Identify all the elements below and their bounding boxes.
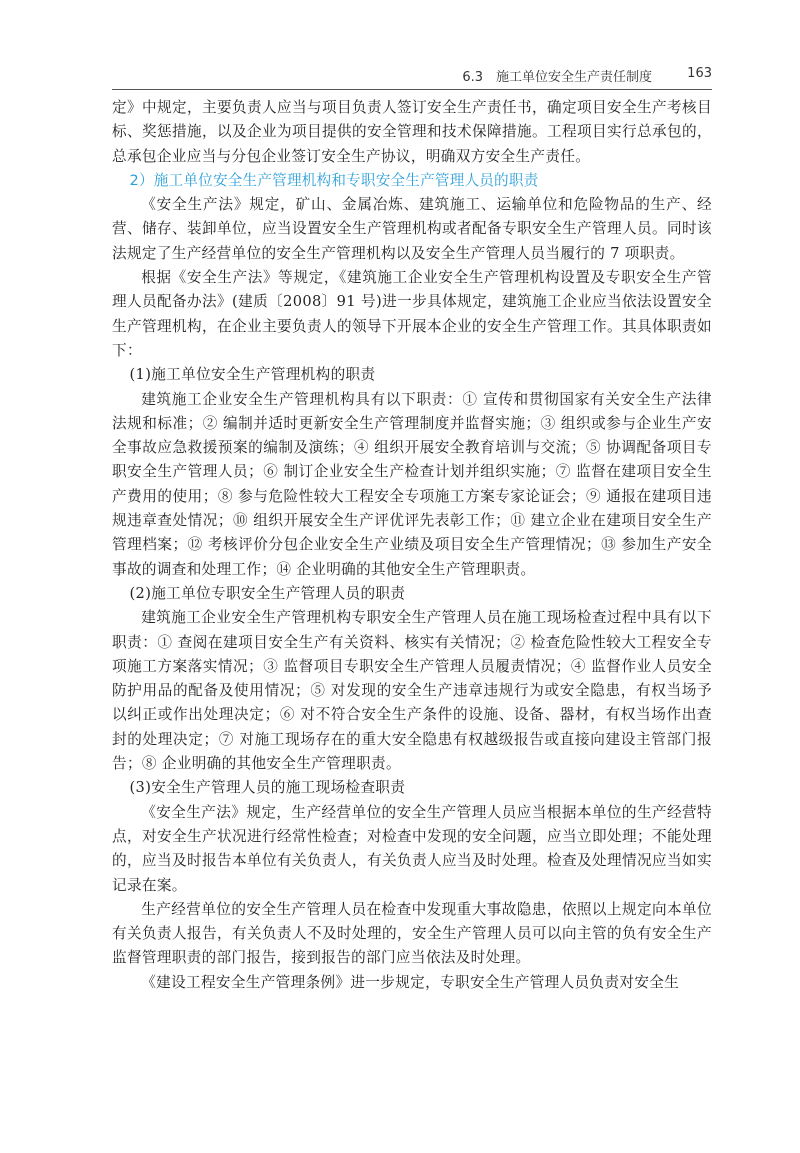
running-header: [112, 66, 712, 88]
header-rule: [112, 89, 712, 90]
subheading: (1)施工单位安全生产管理机构的职责: [129, 366, 376, 384]
paragraph: 根据《安全生产法》等规定，《建筑施工企业安全生产管理机构设置及专职安全生产管理人员配备办法》(建质〔2008〕91 号)进一步具体规定，建筑施工企业应当依法设置安全生产管理机构，在企业主要负责人的领导下开展本企业的安全生产管理工作。其具体职责如下：: [112, 269, 712, 359]
running-header-section-title: 6.3 施工单位安全生产责任制度: [462, 70, 652, 85]
paragraph: 建筑施工企业安全生产管理机构专职安全生产管理人员在施工现场检查过程中具有以下职责：① 查阅在建项目安全生产有关资料、核实有关情况；② 检查危险性较大工程安全专项施工方案落实情况；③ 监督项目专职安全生产管理人员履责情况；④ 监督作业人员安全防护用品的配备及使用情况；⑤ 对发现的安全生产违章违规行为或安全隐患，有权当场予以纠正或作出处理决定；⑥ 对不符合安全生产条件的设施、设备、器材，有权当场作出查封的处理决定；⑦ 对施工现场存在的重大安全隐患有权越级报告或直接向建设主管部门报告；⑧ 企业明确的其他安全生产管理职责。: [112, 609, 712, 773]
page-number: 163: [687, 66, 712, 81]
paragraph-continuation: 定》中规定，主要负责人应当与项目负责人签订安全生产责任书，确定项目安全生产考核目标、奖惩措施，以及企业为项目提供的安全管理和技术保障措施。工程项目实行总承包的，总承包企业应当与分包企业签订安全生产协议，明确双方安全生产责任。: [112, 99, 712, 165]
section-heading: 2）施工单位安全生产管理机构和专职安全生产管理人员的职责: [129, 171, 539, 189]
page-body: [112, 96, 712, 995]
paragraph: 《安全生产法》规定，生产经营单位的安全生产管理人员应当根据本单位的生产经营特点，对安全生产状况进行经常性检查；对检查中发现的安全问题，应当立即处理；不能处理的，应当及时报告本单位有关负责人，有关负责人应当及时处理。检查及处理情况应当如实记录在案。: [112, 803, 712, 894]
subheading: (3)安全生产管理人员的施工现场检查职责: [129, 779, 406, 797]
subheading: (2)施工单位专职安全生产管理人员的职责: [129, 584, 406, 602]
paragraph: 《建设工程安全生产管理条例》进一步规定，专职安全生产管理人员负责对安全生: [141, 973, 680, 991]
paragraph: 《安全生产法》规定，矿山、金属冶炼、建筑施工、运输单位和危险物品的生产、经营、储存、装卸单位，应当设置安全生产管理机构或者配备专职安全生产管理人员。同时该法规定了生产经营单位的安全生产管理机构以及安全生产管理人员当履行的 7 项职责。: [112, 196, 712, 262]
paragraph: 建筑施工企业安全生产管理机构具有以下职责：① 宣传和贯彻国家有关安全生产法律法规和标准；② 编制并适时更新安全生产管理制度并监督实施；③ 组织或参与企业生产安全事故应急救援预案的编制及演练；④ 组织开展安全教育培训与交流；⑤ 协调配备项目专职安全生产管理人员；⑥ 制订企业安全生产检查计划并组织实施；⑦ 监督在建项目安全生产费用的使用；⑧ 参与危险性较大工程安全专项施工方案专家论证会；⑨ 通报在建项目违规违章查处情况；⑩ 组织开展安全生产评优评先表彰工作；⑪ 建立企业在建项目安全生产管理档案；⑫ 考核评价分包企业安全生产业绩及项目安全生产管理情况；⑬ 参加生产安全事故的调查和处理工作；⑭ 企业明确的其他安全生产管理职责。: [112, 390, 712, 578]
paragraph: 生产经营单位的安全生产管理人员在检查中发现重大事故隐患，依照以上规定向本单位有关负责人报告，有关负责人不及时处理的，安全生产管理人员可以向主管的负有安全生产监督管理职责的部门报告，接到报告的部门应当依法及时处理。: [112, 900, 712, 967]
